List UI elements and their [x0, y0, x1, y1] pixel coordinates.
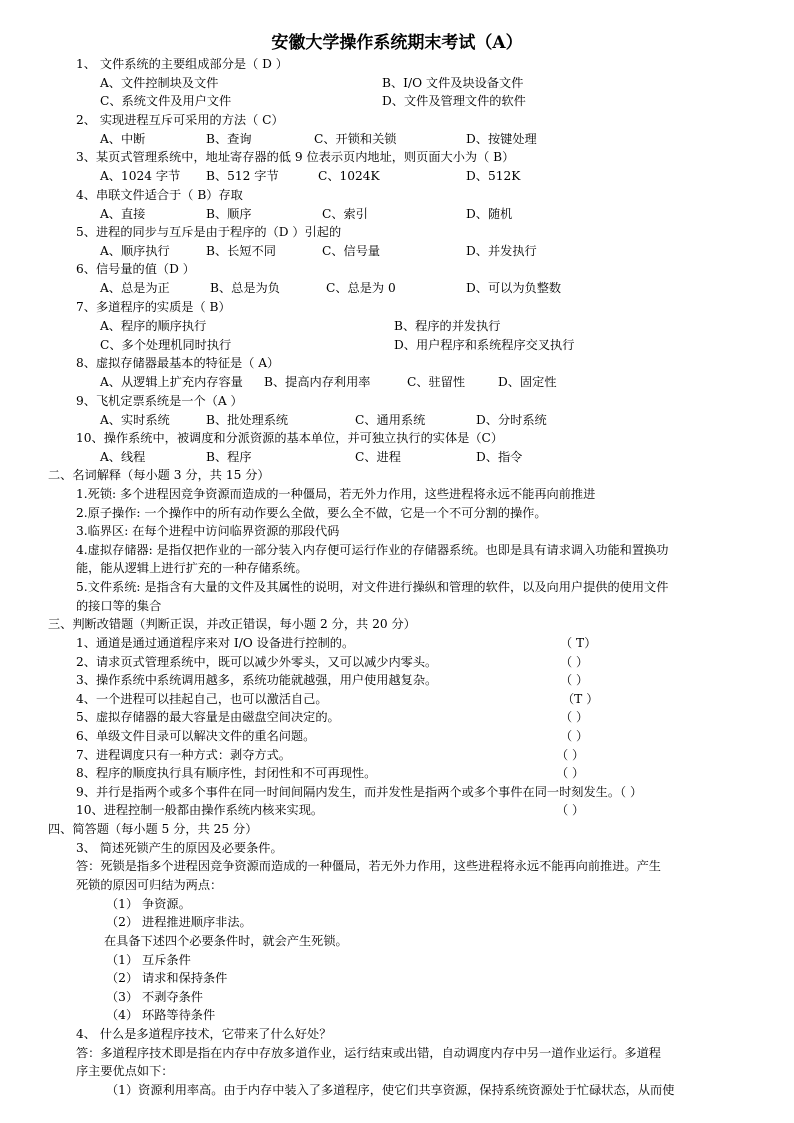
definition-line: 5.文件系统: 是指含有大量的文件及其属性的说明，对文件进行操纵和管理的软件，以及向用户提供的使用文件 [76, 580, 669, 594]
mc-question: 1、 文件系统的主要组成部分是（ D ） [76, 57, 288, 71]
judge-answer: （ T） [560, 636, 597, 650]
judge-question: 3、操作系统中系统调用越多，系统功能就越强，用户使用越复杂。 [76, 673, 438, 687]
answer-line: 答：多道程序技术即是指在内存中存放多道作业，运行结束或出错，自动调度内存中另一道作业运行。多道程 [76, 1046, 661, 1060]
mc-question: 9、飞机定票系统是一个（A ） [76, 394, 243, 408]
definition-line: 能，能从逻辑上进行扩充的一种存储系统。 [76, 561, 308, 575]
mc-option: D、分时系统 [476, 413, 547, 427]
mc-option: D、可以为负整数 [466, 281, 562, 295]
answer-line: 死锁的原因可归结为两点： [76, 878, 223, 892]
answer-line: （2） 进程推进顺序非法。 [106, 915, 252, 929]
mc-option: A、顺序执行 [100, 244, 170, 258]
mc-option: D、指令 [476, 450, 523, 464]
mc-option: D、按键处理 [466, 132, 537, 146]
mc-option: D、并发执行 [466, 244, 537, 258]
mc-option: D、512K [466, 169, 521, 183]
mc-option: A、线程 [100, 450, 146, 464]
mc-option: B、512 字节 [206, 169, 279, 183]
mc-option: B、提高内存利用率 [264, 375, 371, 389]
mc-option: C、信号量 [322, 244, 381, 258]
section-heading: 二、名词解释（每小题 3 分，共 15 分） [48, 468, 270, 482]
mc-option: A、从逻辑上扩充内存容量 [100, 375, 243, 389]
mc-option: C、系统文件及用户文件 [100, 94, 232, 108]
judge-question: 4、一个进程可以挂起自己，也可以激活自己。 [76, 692, 328, 706]
mc-option: C、1024K [318, 169, 380, 183]
mc-option: C、进程 [355, 450, 401, 464]
judge-answer: （ ） [556, 748, 585, 762]
mc-option: A、直接 [100, 207, 146, 221]
mc-option: C、总是为 0 [326, 281, 396, 295]
mc-option: D、固定性 [498, 375, 557, 389]
answer-line: 在具备下述四个必要条件时，就会产生死锁。 [104, 934, 348, 948]
mc-question: 5、进程的同步与互斥是由于程序的（D ）引起的 [76, 225, 342, 239]
mc-option: B、长短不同 [206, 244, 276, 258]
mc-option: C、开锁和关锁 [314, 132, 397, 146]
judge-question: 2、请求页式管理系统中，既可以减少外零头，又可以减少内零头。 [76, 655, 438, 669]
mc-option: C、索引 [322, 207, 368, 221]
mc-option: B、程序 [206, 450, 252, 464]
mc-option: A、总是为正 [100, 281, 170, 295]
definition-line: 2.原子操作: 一个操作中的所有动作要么全做，要么全不做，它是一个不可分割的操作。 [76, 506, 547, 520]
judge-question: 8、程序的顺度执行具有顺序性，封闭性和不可再现性。 [76, 766, 377, 780]
answer-line: （4） 环路等待条件 [106, 1008, 216, 1022]
mc-option: B、批处理系统 [206, 413, 289, 427]
mc-option: A、1024 字节 [100, 169, 181, 183]
definition-line: 3.临界区: 在每个进程中访问临界资源的那段代码 [76, 524, 340, 538]
mc-option: C、多个处理机同时执行 [100, 338, 232, 352]
mc-option: C、通用系统 [355, 413, 426, 427]
answer-line: 4、 什么是多道程序技术，它带来了什么好处？ [76, 1027, 332, 1041]
mc-option: B、顺序 [206, 207, 252, 221]
answer-line: （1）资源利用率高。由于内存中装入了多道程序，使它们共享资源，保持系统资源处于忙碌状态，从而使 [106, 1083, 675, 1097]
judge-answer: （ ） [560, 729, 589, 743]
answer-line: （3） 不剥夺条件 [106, 990, 203, 1004]
answer-line: 3、 简述死锁产生的原因及必要条件。 [76, 841, 283, 855]
answer-line: （2） 请求和保持条件 [106, 971, 228, 985]
judge-answer: （ ） [560, 710, 589, 724]
mc-option: B、总是为负 [210, 281, 280, 295]
mc-option: A、实时系统 [100, 413, 170, 427]
judge-question: 6、单级文件目录可以解决文件的重名问题。 [76, 729, 316, 743]
answer-line: 答：死锁是指多个进程因竞争资源而造成的一种僵局，若无外力作用，这些进程将永远不能再向前推进。产生 [76, 859, 661, 873]
judge-question: 7、进程调度只有一种方式：剥夺方式。 [76, 748, 291, 762]
answer-line: 序主要优点如下： [76, 1064, 174, 1078]
section-heading: 三、判断改错题（判断正误，并改正错误，每小题 2 分，共 20 分） [48, 617, 416, 631]
judge-question: 5、虚拟存储器的最大容量是由磁盘空间决定的。 [76, 710, 340, 724]
judge-answer: （ ） [556, 766, 585, 780]
judge-question: 10、进程控制一般都由操作系统内核来实现。 [76, 803, 324, 817]
mc-question: 3、某页式管理系统中，地址寄存器的低 9 位表示页内地址，则页面大小为（ B） [76, 150, 515, 164]
mc-option: D、文件及管理文件的软件 [382, 94, 526, 108]
mc-option: A、程序的顺序执行 [100, 319, 207, 333]
mc-option: A、文件控制块及文件 [100, 76, 219, 90]
mc-question: 10、操作系统中，被调度和分派资源的基本单位，并可独立执行的实体是（C） [76, 431, 504, 445]
mc-question: 8、虚拟存储器最基本的特征是（ A） [76, 356, 280, 370]
mc-option: C、驻留性 [407, 375, 466, 389]
judge-question: 9、并行是指两个或多个事件在同一时间间隔内发生，而并发性是指两个或多个事件在同一时刻发生。（ ） [76, 785, 643, 799]
mc-option: D、随机 [466, 207, 513, 221]
definition-line: 4.虚拟存储器: 是指仅把作业的一部分装入内存便可运行作业的存储器系统。也即是具有请求调入功能和置换功 [76, 543, 669, 557]
definition-line: 1.死锁: 多个进程因竞争资源而造成的一种僵局，若无外力作用，这些进程将永远不能再向前推进 [76, 487, 596, 501]
mc-question: 2、 实现进程互斥可采用的方法（ C） [76, 113, 284, 127]
judge-answer: （T ） [562, 692, 599, 706]
answer-line: （1） 争资源。 [106, 897, 191, 911]
mc-option: D、用户程序和系统程序交叉执行 [394, 338, 575, 352]
judge-answer: （ ） [556, 803, 585, 817]
mc-option: A、中断 [100, 132, 146, 146]
judge-answer: （ ） [560, 673, 589, 687]
mc-option: B、查询 [206, 132, 252, 146]
page-title: 安徽大学操作系统期末考试（A） [271, 33, 523, 53]
mc-question: 4、串联文件适合于（ B）存取 [76, 188, 243, 202]
mc-option: B、I/O 文件及块设备文件 [382, 76, 524, 90]
judge-question: 1、通道是通过通道程序来对 I/O 设备进行控制的。 [76, 636, 355, 650]
judge-answer: （ ） [560, 655, 589, 669]
definition-line: 的接口等的集合 [76, 599, 162, 613]
section-heading: 四、简答题（每小题 5 分，共 25 分） [48, 822, 258, 836]
answer-line: （1） 互斥条件 [106, 953, 191, 967]
mc-question: 7、多道程序的实质是（ B） [76, 300, 231, 314]
mc-question: 6、信号量的值（D ） [76, 262, 195, 276]
mc-option: B、程序的并发执行 [394, 319, 501, 333]
